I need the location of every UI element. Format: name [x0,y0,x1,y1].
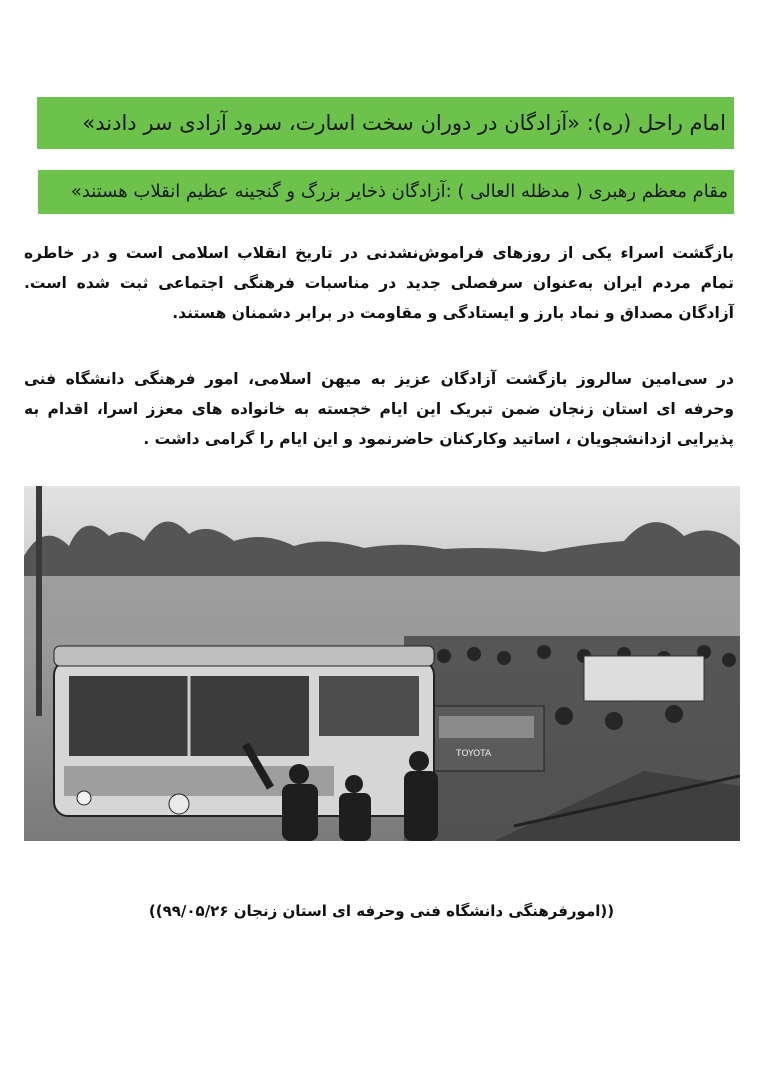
leader-quote-text: مقام معظم رهبری ( مدظله العالی ) :آزادگان ذخایر بزرگ و گنجینه عظیم انقلاب هستند» [70,181,728,202]
intro-paragraph: بازگشت اسراء یکی از روزهای فراموش‌نشدنی در تاریخ انقلاب اسلامی است و در خاطره تمام مردم ایران به‌عنوان سرفصلی جدید در مناسبات فرهنگی اجتماعی ثبت شده است. آزادگان مصداق و نماد بارز و ایستادگی و مقاومت در برابر دشمنان هستند. [24,244,734,322]
caption: ((امورفرهنگی دانشگاه فنی وحرفه ای استان زنجان ۹۹/۰۵/۲۶)) [148,902,615,920]
toyota-label: TOYOTA [456,749,492,759]
imam-quote-banner [37,97,734,149]
historic-photo [24,486,740,841]
imam-quote-text: امام راحل (ره): «آزادگان در دوران سخت اسارت، سرود آزادی سر دادند» [82,111,726,135]
leader-quote-banner [38,170,734,214]
event-paragraph: در سی‌امین سالروز بازگشت آزادگان عزیز به میهن اسلامی، امور فرهنگی دانشگاه فنی وحرفه ای استان زنجان ضمن تبریک این ایام خجسته به خانواده های معزز اسرا، اقدام به پذیرایی ازدانشجویان ، اساتید وکارکنان حاضرنمود و این ایام را گرامی داشت . [24,370,734,448]
